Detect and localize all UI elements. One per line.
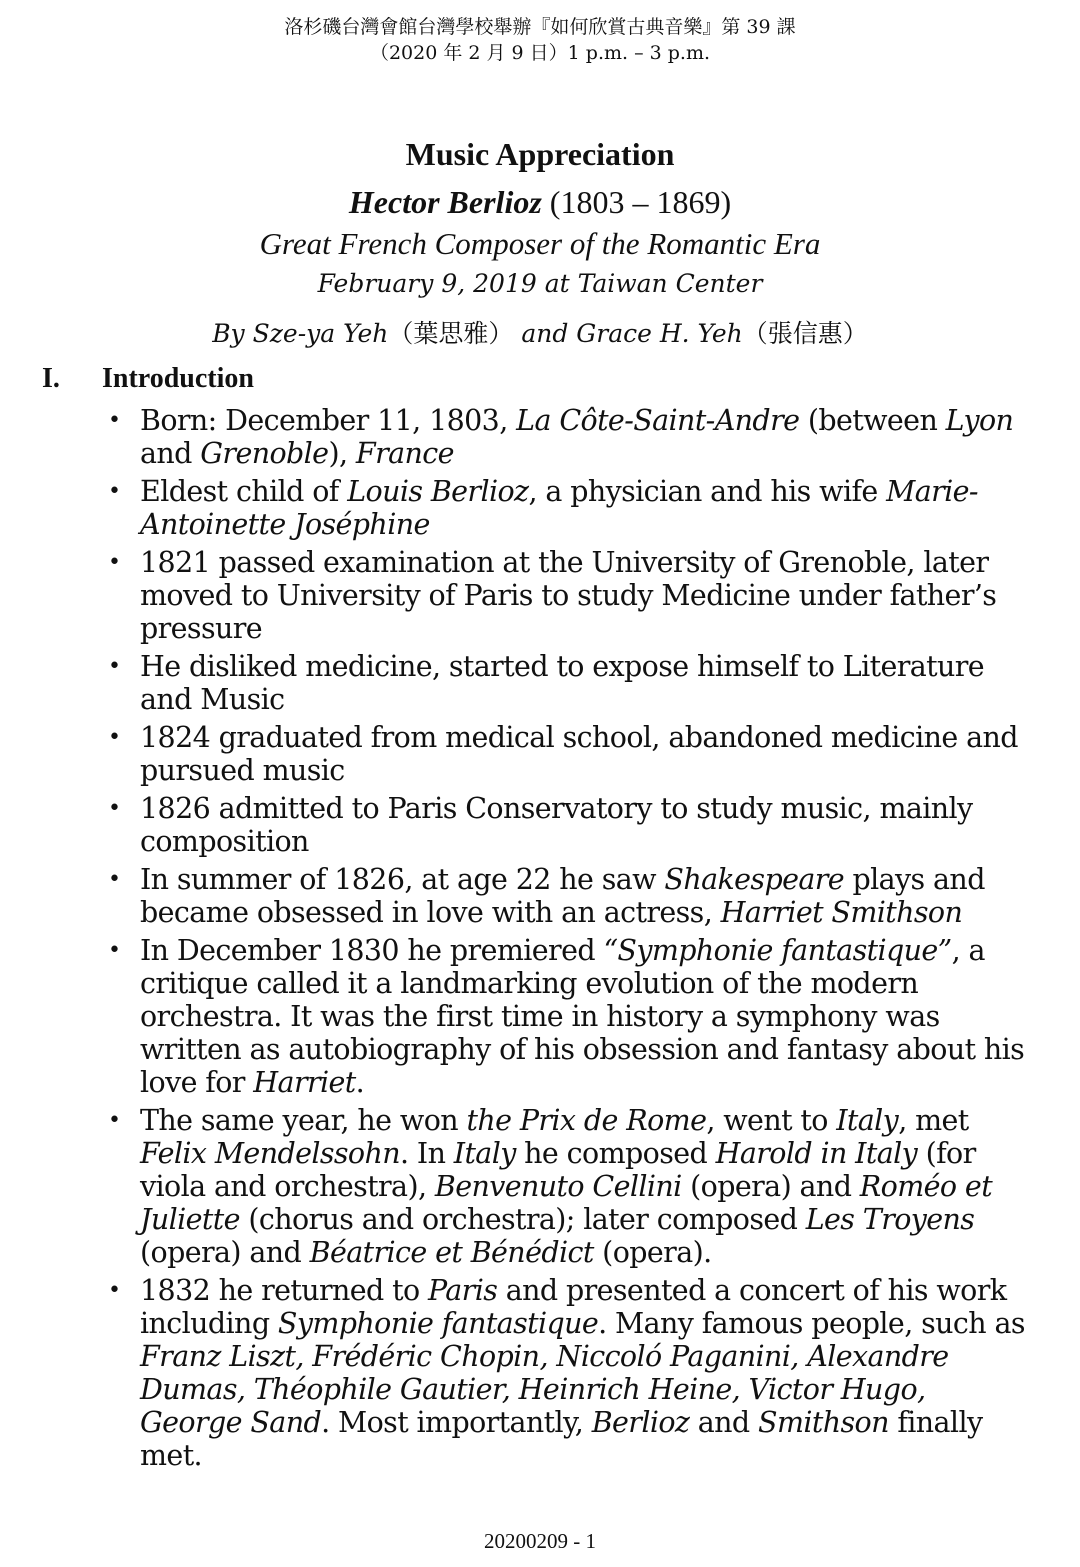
bullet-text-run: , a critique called it a landmarking evolution of the modern orchestra. It was the first time in history a symphony was written as autobiography of his obsession and fantasy about his love for	[140, 934, 1025, 1099]
bullet-text-run: Berlioz	[591, 1406, 690, 1439]
bullet-text-run: Louis Berlioz	[347, 475, 529, 508]
bullet-text-run: Eldest child of	[140, 475, 348, 508]
bullet-text-run: La Côte-Saint-Andre	[516, 404, 800, 437]
bullet-dot-icon: •	[108, 654, 121, 679]
bullet-text-run: the Prix de Rome	[466, 1104, 707, 1137]
title-block	[0, 132, 1080, 354]
bullet-text-run: Roméo et Juliette	[140, 1170, 993, 1236]
bullet-text-run: and presented a concert of his work including	[140, 1274, 1007, 1340]
section-title: Introduction	[102, 363, 254, 394]
bullet-text-run: . Most importantly,	[321, 1406, 592, 1439]
bullet-item	[108, 404, 1030, 470]
bullet-text-run: and	[140, 437, 201, 470]
bullet-text-run: plays and became obsessed in love with an actress,	[140, 863, 985, 929]
bullet-text-run: . Many famous people, such as	[598, 1307, 1025, 1340]
bullet-text-run: Les Troyens	[805, 1203, 975, 1236]
bullet-text-run: (between	[799, 404, 946, 437]
bullet-text-run: In December 1830 he premiered	[140, 934, 604, 967]
composer-line	[0, 180, 1080, 224]
event-date-location: February 9, 2019 at Taiwan Center	[317, 269, 763, 298]
bullet-text-run: The same year, he won	[140, 1104, 467, 1137]
bullet-text-run: Paris	[428, 1274, 498, 1307]
bullet-text-run: Harriet Smithson	[720, 896, 963, 929]
bullet-text-run: In summer of 1826, at age 22 he saw	[140, 863, 665, 896]
bullet-text-run: , a physician and his wife	[528, 475, 887, 508]
bullet-text-run: , met	[898, 1104, 969, 1137]
bullet-text-run: He disliked medicine, started to expose himself to Literature and Music	[140, 650, 985, 716]
bullet-text-run: Lyon	[945, 404, 1014, 437]
bullet-item	[108, 863, 1030, 929]
bullet-text-run: 1826 admitted to Paris Conservatory to study music, mainly composition	[140, 792, 973, 858]
bullet-dot-icon: •	[108, 1278, 121, 1303]
bullet-text-run: .	[355, 1066, 365, 1099]
section-heading	[0, 356, 1080, 402]
composer-years: (1803 – 1869)	[541, 184, 732, 220]
bullet-text-run: ),	[328, 437, 356, 470]
header-course-title: 洛杉磯台灣會館台灣學校舉辦『如何欣賞古典音樂』第 39 課	[284, 16, 796, 38]
page-header	[0, 14, 1080, 66]
authors-line	[0, 314, 1080, 354]
bullet-item	[108, 650, 1030, 716]
bullet-text-run: (opera) and	[681, 1170, 860, 1203]
bullet-text-run: finally met.	[140, 1406, 983, 1472]
bullet-dot-icon: •	[108, 1108, 121, 1133]
bullet-text-run: Benvenuto Cellini	[434, 1170, 682, 1203]
bullet-text-run: Harriet	[253, 1066, 356, 1099]
author-1-chinese-name: （葉思雅）	[388, 319, 514, 348]
bullet-item	[108, 934, 1030, 1099]
bullet-text-run: 1821 passed examination at the University of Grenoble, later moved to University of Paris to study Medicine under father’s pressure	[140, 546, 997, 645]
author-2-chinese-name: （張信惠）	[742, 319, 868, 348]
section-introduction	[0, 356, 1080, 1472]
bullet-text-run: “Symphonie fantastique”	[603, 934, 952, 967]
bullet-text-run: Felix Mendelssohn	[140, 1137, 400, 1170]
bullet-item	[108, 721, 1030, 787]
bullet-item	[108, 546, 1030, 645]
document-subtitle: Great French Composer of the Romantic Era	[259, 226, 821, 261]
bullet-dot-icon: •	[108, 479, 121, 504]
bullet-text-run: Smithson	[758, 1406, 889, 1439]
bullet-text-run: (opera).	[593, 1236, 712, 1269]
bullet-text-run: and	[689, 1406, 759, 1439]
bullet-dot-icon: •	[108, 725, 121, 750]
bullet-dot-icon: •	[108, 867, 121, 892]
bullet-text-run: (opera) and	[140, 1236, 310, 1269]
bullet-item	[108, 1274, 1030, 1472]
bullet-dot-icon: •	[108, 796, 121, 821]
bullet-text-run: he composed	[515, 1137, 716, 1170]
bullet-text-run: Symphonie fantastique	[277, 1307, 599, 1340]
bullet-text-run: Born: December 11, 1803,	[140, 404, 517, 437]
author-1-name: By Sze-ya Yeh	[212, 319, 389, 348]
bullet-text-run: 1824 graduated from medical school, abandoned medicine and pursued music	[140, 721, 1018, 787]
bullet-text-run: France	[355, 437, 454, 470]
bullet-text-run: (chorus and orchestra); later composed	[239, 1203, 806, 1236]
bullet-list	[108, 404, 1030, 1477]
bullet-dot-icon: •	[108, 408, 121, 433]
bullet-text-run: . In	[400, 1137, 454, 1170]
bullet-item	[108, 475, 1030, 541]
section-number: I.	[42, 363, 60, 394]
bullet-text-run: Shakespeare	[664, 863, 845, 896]
bullet-item	[108, 1104, 1030, 1269]
bullet-dot-icon: •	[108, 550, 121, 575]
bullet-text-run: Grenoble	[200, 437, 329, 470]
bullet-text-run: , went to	[706, 1104, 837, 1137]
page-footer: 20200209 - 1	[484, 1529, 596, 1553]
bullet-text-run: 1832 he returned to	[140, 1274, 428, 1307]
bullet-text-run: Italy	[836, 1104, 899, 1137]
bullet-text-run: (for viola and orchestra),	[140, 1137, 976, 1203]
bullet-text-run: Franz Liszt, Frédéric Chopin, Niccoló Paganini, Alexandre Dumas, Théophile Gautier, Heinrich Heine, Victor Hugo, George Sand	[140, 1340, 949, 1439]
document-title: Music Appreciation	[405, 136, 675, 172]
bullet-text-run: Harold in Italy	[715, 1137, 918, 1170]
author-2-name: and Grace H. Yeh	[513, 319, 743, 348]
bullet-dot-icon: •	[108, 938, 121, 963]
bullet-item	[108, 792, 1030, 858]
bullet-text-run: Italy	[453, 1137, 516, 1170]
bullet-text-run: Marie-Antoinette Joséphine	[140, 475, 978, 541]
composer-name: Hector Berlioz	[348, 184, 542, 220]
bullet-text-run: Béatrice et Bénédict	[309, 1236, 594, 1269]
header-date-time: （2020 年 2 月 9 日）1 p.m. – 3 p.m.	[369, 42, 711, 64]
